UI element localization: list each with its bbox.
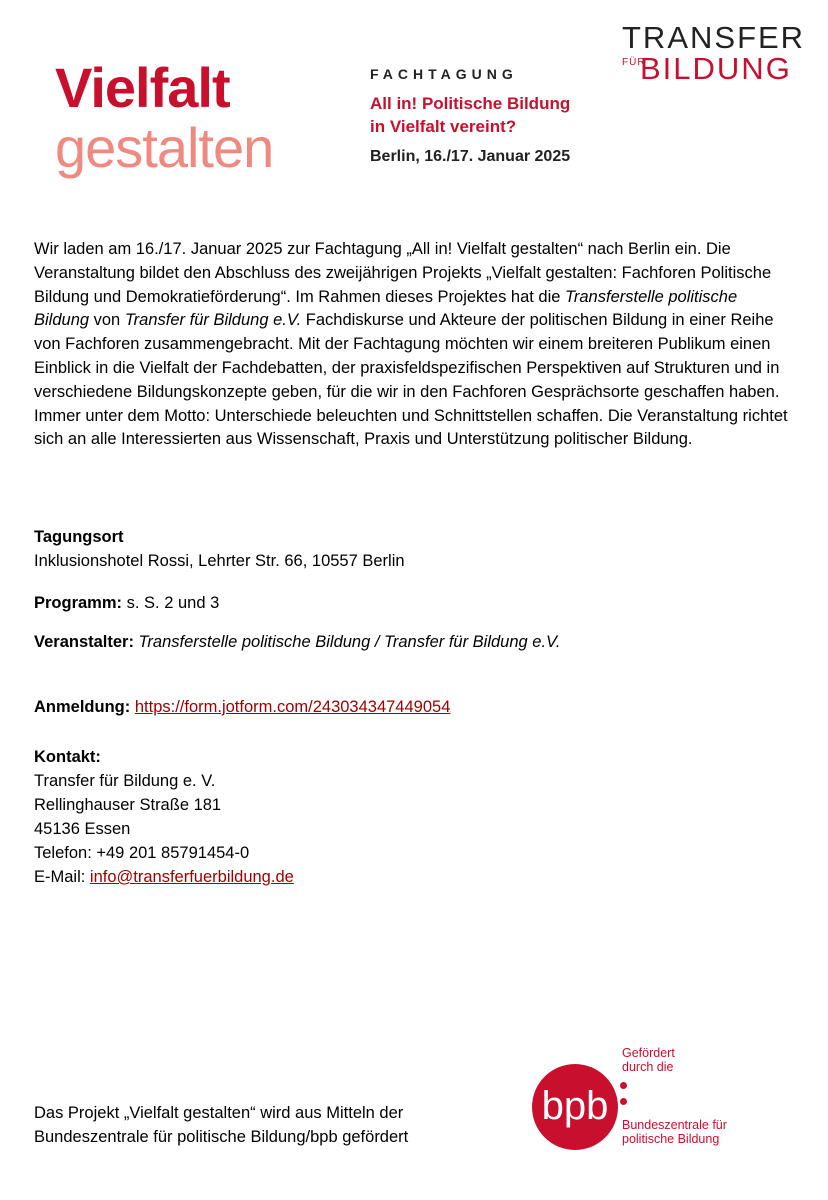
event-title <box>370 92 600 138</box>
event-kicker: FACHTAGUNG <box>370 66 518 82</box>
contact-phone: Telefon: +49 201 85791454-0 <box>34 844 250 862</box>
contact-email-link[interactable]: info@transferfuerbildung.de <box>89 868 294 886</box>
registration-link[interactable]: https://form.jotform.com/243034347449054 <box>134 698 451 716</box>
event-title-line-2: in Vielfalt vereint? <box>370 117 517 136</box>
organizer-label: Veranstalter: <box>34 633 134 651</box>
organizer-value: Transferstelle politische Bildung / Transfer für Bildung e.V. <box>133 633 561 651</box>
sponsor-caption-line-2: durch die <box>622 1060 674 1074</box>
contact-label: Kontakt: <box>34 748 101 766</box>
program-label: Programm: <box>34 594 123 612</box>
bpb-name-line-1: Bundeszentrale für <box>622 1118 727 1132</box>
venue-value: Inklusionshotel Rossi, Lehrter Str. 66, 10557 Berlin <box>34 552 405 570</box>
contact-section <box>34 745 794 889</box>
venue-section <box>34 525 794 573</box>
registration-line <box>34 695 794 719</box>
bpb-name <box>622 1118 727 1146</box>
contact-email-label: E-Mail: <box>34 868 90 886</box>
sponsor-caption <box>622 1046 675 1074</box>
org-logo-fuer: FÜR <box>622 57 646 68</box>
bpb-logo: bpb <box>532 1064 618 1150</box>
venue-label: Tagungsort <box>34 528 124 546</box>
org-logo-transfer: TRANSFER <box>622 20 806 55</box>
event-title-line-1: All in! Politische Bildung <box>370 94 571 113</box>
intro-text-3: Fachdiskurse und Akteure der politischen Bildung in einer Reihe von Fachforen zusammengebracht. Mit der Fachtagung möchten wir einem breiteren Publikum einen Einblick in die Vielfalt der Fachdebatten, der praxisfeldspezifischen Perspektiven auf Strukturen und in verschiedene Bildungskonzepte geben, für die wir in den Fachforen Gesprächsorte geschaffen haben. Immer unter dem Motto: Unterschiede beleuchten und Schnittstellen schaffen. Die Veranstaltung richtet sich an alle Interessierten aus Wissenschaft, Praxis und Unterstützung politischer Bildung. <box>34 311 788 449</box>
bpb-name-line-2: politische Bildung <box>622 1132 720 1146</box>
contact-city: 45136 Essen <box>34 820 131 838</box>
registration-label: Anmeldung: <box>34 698 131 716</box>
intro-italic-transferstelle: Transferstelle politische Bildung <box>34 287 738 330</box>
bpb-colon-icon <box>620 1082 630 1114</box>
logo-line-gestalten: gestalten <box>55 116 274 179</box>
intro-text-2: von <box>89 311 125 330</box>
vielfalt-gestalten-logo <box>55 56 340 180</box>
logo-line-vielfalt: Vielfalt <box>55 56 230 119</box>
event-info <box>370 66 600 166</box>
org-logo-bottom-row <box>622 51 797 86</box>
event-date: Berlin, 16./17. Januar 2025 <box>370 148 571 165</box>
transfer-fuer-bildung-logo <box>622 20 806 86</box>
contact-street: Rellinghauser Straße 181 <box>34 796 222 814</box>
program-value: s. S. 2 und 3 <box>122 594 220 612</box>
funding-note <box>34 1101 494 1149</box>
intro-paragraph <box>34 238 794 452</box>
funding-note-line-1: Das Projekt „Vielfalt gestalten“ wird aus Mitteln der <box>34 1104 404 1122</box>
contact-name: Transfer für Bildung e. V. <box>34 772 216 790</box>
org-logo-bildung: BILDUNG <box>640 51 792 86</box>
intro-italic-organization: Transfer für Bildung e.V. <box>124 311 302 330</box>
funding-note-line-2: Bundeszentrale für politische Bildung/bpb gefördert <box>34 1128 409 1146</box>
sponsor-caption-line-1: Gefördert <box>622 1046 675 1060</box>
intro-text-1: Wir laden am 16./17. Januar 2025 zur Fachtagung „All in! Vielfalt gestalten“ nach Berlin ein. Die Veranstaltung bildet den Abschluss des zweijährigen Projekts „Vielfalt gestalten: Fachforen Politische Bildung und Demokratieförderung“. Im Rahmen dieses Projektes hat die <box>34 240 772 306</box>
contact-email-line <box>34 865 794 889</box>
program-line <box>34 591 794 615</box>
organizer-line <box>34 630 794 654</box>
